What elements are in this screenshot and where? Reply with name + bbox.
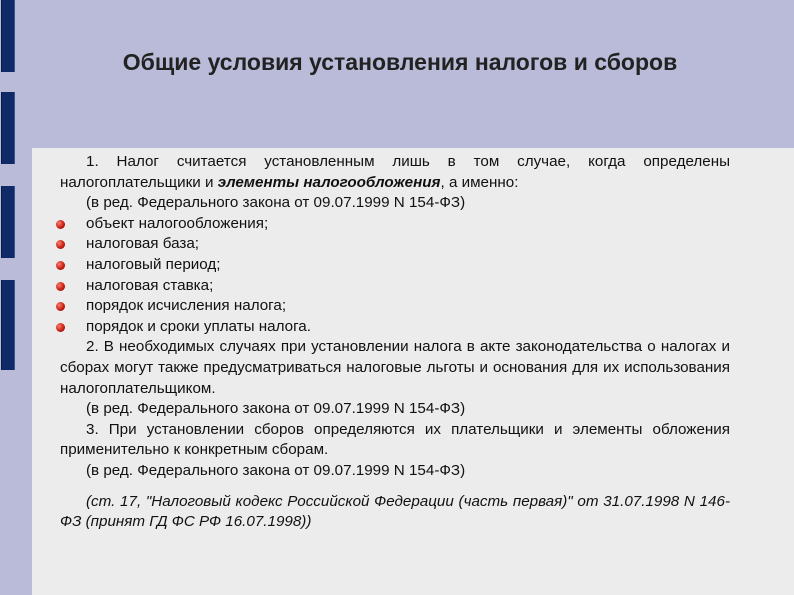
list-item-text: порядок исчисления налога;	[86, 297, 287, 315]
bar-segment	[1, 186, 15, 258]
amendment-note-3: (в ред. Федерального закона от 09.07.1999 N 154-ФЗ)	[86, 461, 466, 479]
bullet-icon	[56, 240, 65, 249]
bullet-icon	[56, 261, 65, 270]
bullet-icon	[56, 302, 65, 311]
amendment-note-1: (в ред. Федерального закона от 09.07.1999 N 154-ФЗ)	[86, 194, 466, 212]
paragraph-1	[60, 152, 730, 193]
paragraph-1-prefix: 1. Налог считается установленным лишь в том случае, когда определены налогоплательщики и	[60, 153, 730, 191]
slide-body	[60, 152, 730, 533]
list-item	[60, 296, 730, 317]
amendment-note-2: (в ред. Федерального закона от 09.07.1999 N 154-ФЗ)	[86, 400, 466, 418]
bar-segment	[1, 280, 15, 370]
paragraph-2: 2. В необходимых случаях при установлении налога в акте законодательства о налогах и сборах могут также предусматриваться налоговые льготы и основания для их использования налогоплательщиком.	[60, 338, 730, 397]
list-item-text: налоговая ставка;	[86, 276, 214, 294]
bar-segment	[1, 0, 15, 72]
bullet-icon	[56, 282, 65, 291]
list-item	[60, 255, 730, 276]
source-citation: (ст. 17, "Налоговый кодекс Российской Федерации (часть первая)" от 31.07.1998 N 146-ФЗ (принят ГД ФС РФ 16.07.1998))	[60, 492, 730, 531]
list-item-text: порядок и сроки уплаты налога.	[86, 317, 311, 335]
list-item	[60, 276, 730, 297]
list-item	[60, 214, 730, 235]
paragraph-3: 3. При установлении сборов определяются их плательщики и элементы обложения применительно к конкретным сборам.	[60, 420, 730, 459]
list-item-text: налоговая база;	[86, 235, 200, 253]
bullet-icon	[56, 323, 65, 332]
paragraph-1-emphasis: элементы налогообложения	[217, 173, 441, 191]
list-item	[60, 234, 730, 255]
bullet-icon	[56, 220, 65, 229]
left-decorative-bar	[0, 0, 16, 595]
list-item-text: налоговый период;	[86, 255, 221, 273]
bar-segment	[1, 92, 15, 164]
list-item	[60, 317, 730, 338]
list-item-text: объект налогообложения;	[86, 214, 269, 232]
paragraph-1-suffix: , а именно:	[440, 173, 519, 191]
slide-title: Общие условия установления налогов и сборов	[122, 49, 678, 75]
